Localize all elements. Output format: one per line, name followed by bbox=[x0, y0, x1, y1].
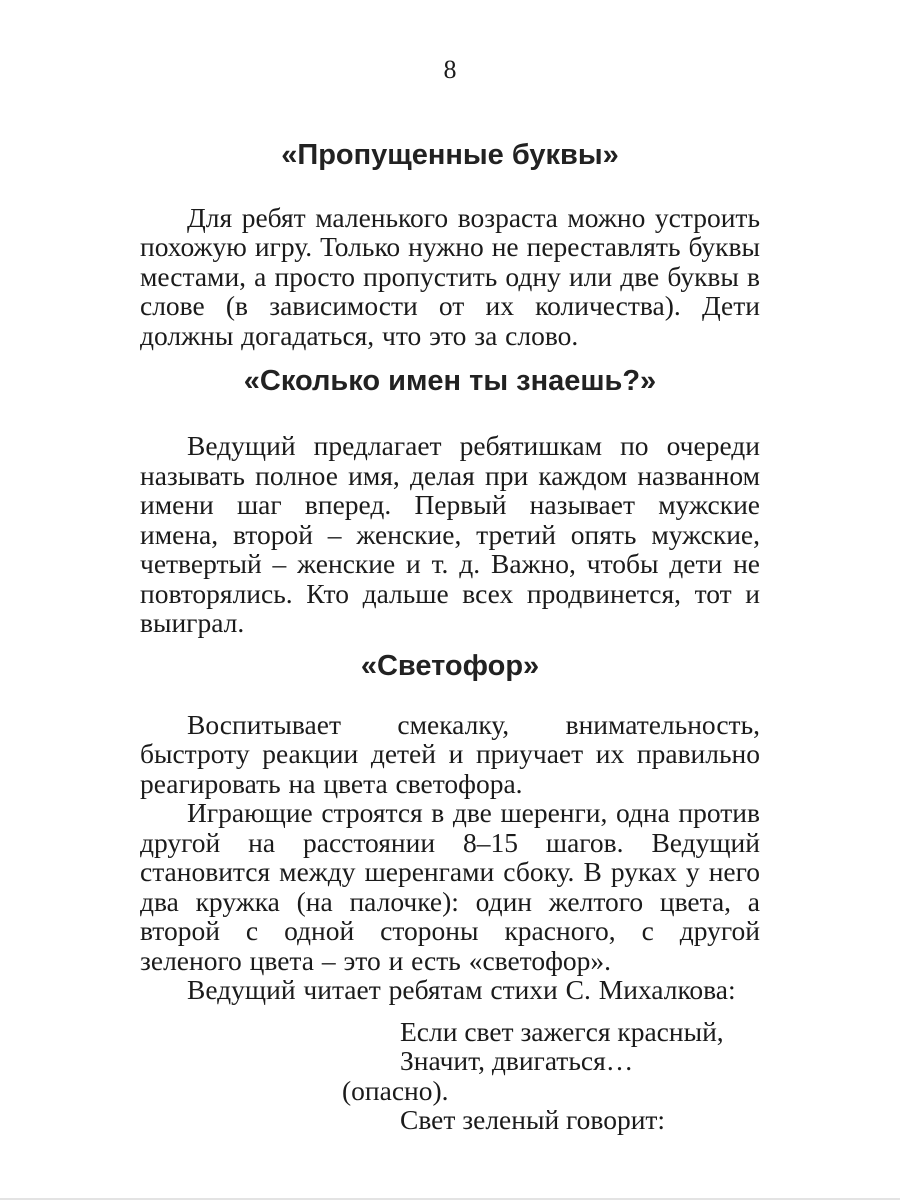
section-heading-traffic-light: «Светофор» bbox=[360, 649, 540, 682]
verse-line: Значит, двигаться… bbox=[400, 1045, 634, 1077]
body-paragraph: Играющие строятся в две шеренги, одна против другой на расстоянии 8–15 шагов. Ведущий становится между шеренгами сбоку. В руках у него два кружка (на палочке): один желтого цвета, а второй с одной стороны красного, с другой зеленого цвета – это и есть «светофор». bbox=[140, 797, 760, 976]
section-heading-how-many-names: «Сколько имен ты знаешь?» bbox=[243, 365, 657, 398]
page-content bbox=[140, 0, 760, 1135]
section-heading-missing-letters: «Пропущенные буквы» bbox=[281, 138, 619, 171]
verse-block bbox=[140, 1017, 760, 1135]
body-paragraph: Ведущий предлагает ребятишкам по очереди называть полное имя, делая при каждом названном имени шаг вперед. Первый называет мужские имена, второй – женские, третий опять мужские, четвертый – женские и т. д. Важно, чтобы дети не повторялись. Кто дальше всех продвинется, тот и выиграл. bbox=[140, 430, 760, 639]
body-paragraph: Для ребят маленького возраста можно устроить похожую игру. Только нужно не переставлять буквы местами, а просто пропустить одну или две буквы в слове (в зависимости от их количества). Дети должны догадаться, что это за слово. bbox=[140, 201, 760, 351]
page-number: 8 bbox=[443, 55, 457, 84]
verse-line: (опасно). bbox=[342, 1074, 449, 1106]
verse-line: Если свет зажегся красный, bbox=[400, 1015, 724, 1047]
body-paragraph: Воспитывает смекалку, внимательность, быстроту реакции детей и приучает их правильно реагировать на цвета светофора. bbox=[140, 708, 760, 799]
body-paragraph: Ведущий читает ребятам стихи С. Михалкова: bbox=[187, 974, 736, 1006]
verse-line: Свет зеленый говорит: bbox=[400, 1104, 666, 1136]
